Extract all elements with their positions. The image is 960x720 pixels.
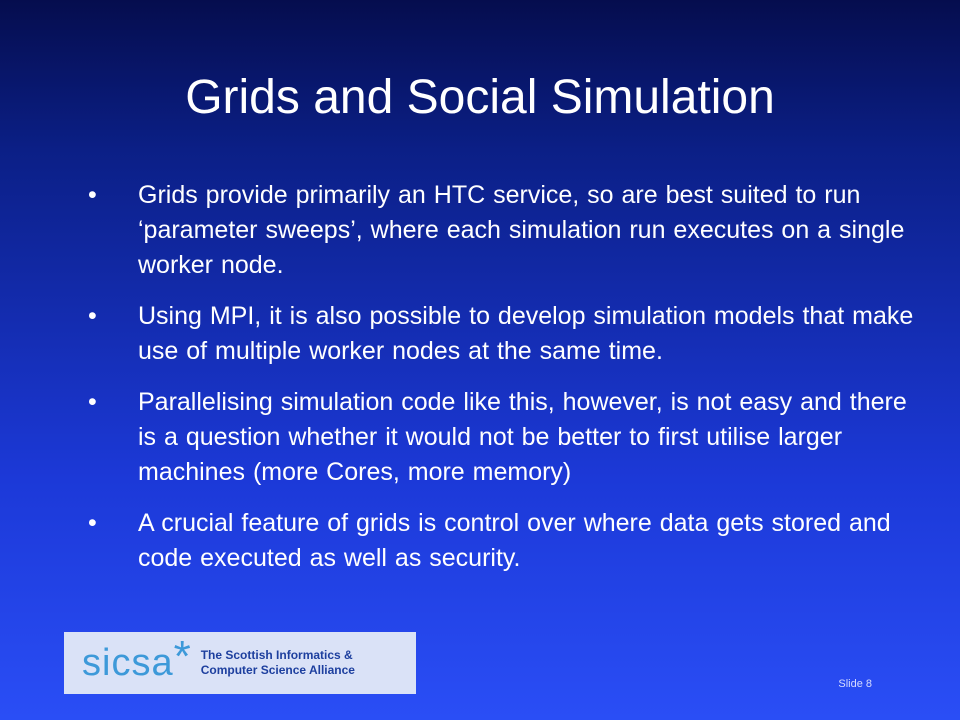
- logo-tagline-line1: The Scottish Informatics &: [200, 648, 353, 662]
- bullet-item: [88, 385, 918, 490]
- bullet-marker: •: [88, 509, 97, 537]
- logo-tagline: [201, 648, 355, 678]
- bullet-marker: •: [88, 388, 97, 416]
- bullet-item: [88, 178, 918, 283]
- bullet-text: Parallelising simulation code like this, however, is not easy and there is a question whether it would not be better to first utilise larger machines (more Cores, more memory): [138, 388, 907, 486]
- bullet-item: [88, 299, 918, 369]
- bullet-item: [88, 506, 918, 576]
- sicsa-logo: [64, 632, 416, 694]
- bullet-marker: •: [88, 181, 97, 209]
- bullet-list: [88, 178, 918, 592]
- bullet-text: A crucial feature of grids is control over where data gets stored and code executed as well as security.: [138, 509, 891, 572]
- bullet-text: Grids provide primarily an HTC service, so are best suited to run ‘parameter sweeps’, where each simulation run executes on a single worker node.: [138, 181, 905, 279]
- logo-tagline-line2: Computer Science Alliance: [200, 663, 355, 677]
- slide-number: Slide 8: [838, 678, 872, 690]
- slide-title: Grids and Social Simulation: [185, 71, 775, 124]
- bullet-marker: •: [88, 302, 97, 330]
- logo-star-icon: *: [173, 632, 191, 681]
- bullet-text: Using MPI, it is also possible to develop simulation models that make use of multiple worker nodes at the same time.: [138, 302, 914, 365]
- logo-wordmark: sicsa: [82, 642, 174, 684]
